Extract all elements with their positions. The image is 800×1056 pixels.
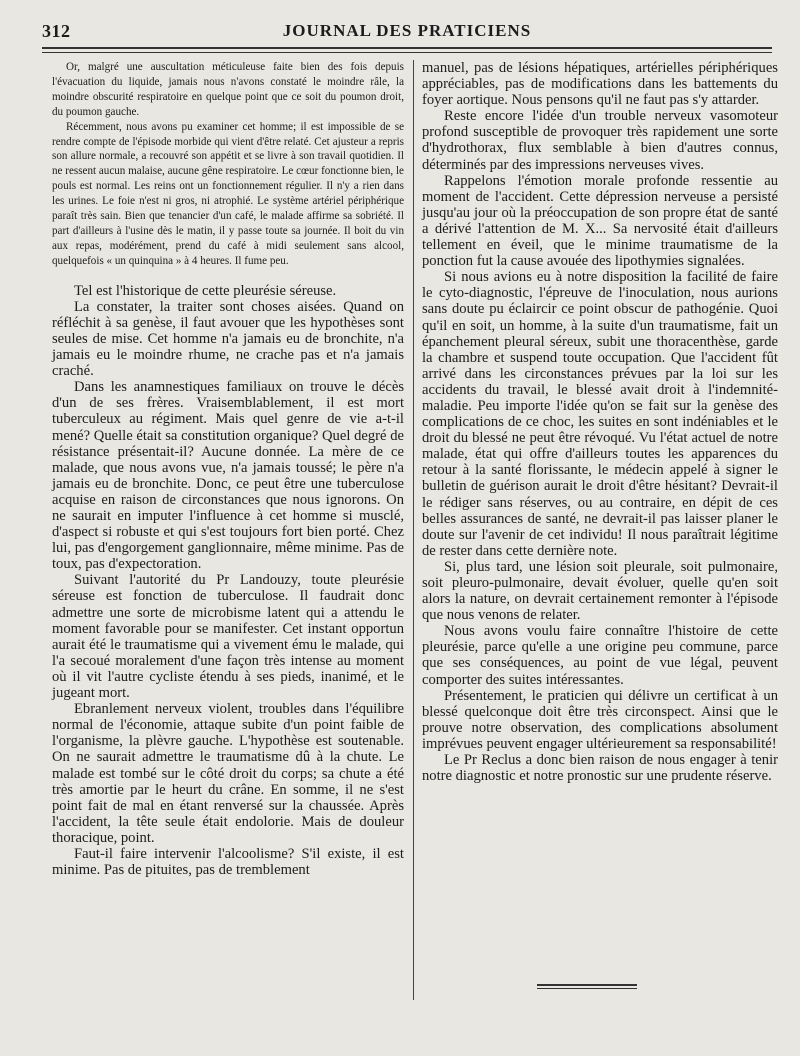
small-paragraph: Or, malgré une auscultation méticuleuse faite bien des fois depuis l'évacuation du liquide, jamais nous n'avons constaté le moindre râle, la moindre obscurité respiratoire en quelque point que ce soit du poumon droit, du poumon gauche. <box>52 61 404 118</box>
running-title: JOURNAL DES PRATICIENS <box>282 21 532 40</box>
paragraph: Rappelons l'émotion morale profonde ressentie au moment de l'accident. Cette dépression nerveuse a persisté jusqu'au jour où la préoccupation de son propre état de santé a dérivé l'attention de M. X... Sa nervosité était d'ailleurs tellement en éveil, que le minime traumatisme de la ponction fut la cause avouée des lipothymies signalées. <box>422 172 778 270</box>
header-rule <box>42 47 772 53</box>
paragraph: Le Pr Reclus a donc bien raison de nous engager à tenir notre diagnostic et notre pronostic sur une prudente réserve. <box>422 752 778 785</box>
paragraph: La constater, la traiter sont choses aisées. Quand on réfléchit à sa genèse, il faut avouer que les hypothèses sont seules de mise. Cet homme n'a jamais eu de bronchite, n'a jamais eu le moindre rhume, ne crache pas et n'a jamais craché. <box>52 298 404 380</box>
paragraph: Présentement, le praticien qui délivre un certificat à un blessé quelconque doit être très circonspect. Ainsi que le prouve notre observation, des complications absolument imprévues peuvent engager ultérieurement sa responsabilité! <box>422 687 778 752</box>
page-number: 312 <box>42 20 71 41</box>
paragraph: Nous avons voulu faire connaître l'histoire de cette pleurésie, parce qu'elle a une origine peu commune, parce que ses conséquences, au point de vue légal, peuvent comporter des suites intéressantes. <box>422 623 778 688</box>
end-of-article-rule <box>537 984 637 989</box>
small-paragraph: Récemment, nous avons pu examiner cet homme; il est impossible de se rendre compte de l'épisode morbide qui vient d'être relaté. Cet ajusteur a repris son allure normale, a recouvré son appétit et se livre à son travail quotidien. Il ne ressent aucun malaise, aucune gêne respiratoire. Le cœur fonctionne bien, le pouls est normal. Les reins ont un fonctionnement régulier. Il n'y a rien dans les urines. Le foie n'est ni gros, ni atrophié. Le système artériel périphérique paraît très sain. Bien que tenancier d'un café, le malade affirme sa sobriété. Il part d'ailleurs à l'usine dès le matin, il y passe toute sa journée. Il boit du vin aux repas, modérément, prend du café à midi seulement sans alcool, quelquefois « un quinquina » à 4 heures. Il fume peu. <box>52 120 404 267</box>
paragraph: Tel est l'historique de cette pleurésie séreuse. <box>74 282 337 299</box>
page-header <box>42 18 772 44</box>
paragraph: Suivant l'autorité du Pr Landouzy, toute pleurésie séreuse est fonction de tuberculose. Il faudrait donc admettre une sorte de microbisme latent qui a attendu le moment favorable pour se manifester. Cet instant opportun aurait été le traumatisme qui a vivement ému le malade, qui l'a secoué moralement d'une façon très intense au moment où il vit l'autre cycliste étendu à ses pieds, inanimé, et le jugeant mort. <box>52 572 404 702</box>
left-column <box>52 60 404 878</box>
left-main-text <box>52 283 404 878</box>
paragraph: Dans les anamnestiques familiaux on trouve le décès d'un de ses frères. Vraisemblablement, il est mort tuberculeux au régiment. Mais quel genre de vie a-t-il mené? Quelle était sa constitution organique? Quel degré de résistance présentait-il? Aucune donnée. La mère de ce malade, que nous avons vue, n'a jamais toussé; le père n'a jamais eu de bronchite. Donc, ce peut être une tuberculose acquise en raison de circonstances que nous ignorons. On ne saurait en imputer l'influence à cet homme si musclé, d'aspect si robuste et qui s'est toujours fort bien porté. Chez lui, pas d'engorgement ganglionnaire, même minime. Pas de toux, pas d'expectoration. <box>52 379 404 573</box>
paragraph-continuation: manuel, pas de lésions hépatiques, artérielles périphériques appréciables, pas de modifications dans les battements du foyer aortique. Nous pensons qu'il ne faut pas s'y attarder. <box>422 60 778 109</box>
right-column <box>422 60 778 784</box>
small-print-block <box>52 60 404 269</box>
paragraph: Si, plus tard, une lésion soit pleurale, soit pulmonaire, soit pleuro-pulmonaire, devait évoluer, quelle qu'en soit alors la nature, on devrait certainement remonter à l'épisode que nous venons de relater. <box>422 558 778 624</box>
column-divider <box>413 60 414 1000</box>
paragraph: Reste encore l'idée d'un trouble nerveux vasomoteur profond susceptible de provoquer très rapidement une sorte d'hydrothorax, flux semblable à bien d'autres connus, déterminés par des impressions nerveuses vives. <box>422 108 778 173</box>
paragraph: Faut-il faire intervenir l'alcoolisme? S'il existe, il est minime. Pas de pituites, pas de tremblement <box>52 845 404 879</box>
paragraph: Si nous avions eu à notre disposition la facilité de faire le cyto-diagnostic, l'épreuve de l'inoculation, nous aurions sans doute pu éclaircir ce point obscur de pathogénie. Quoi qu'il en soit, un homme, à la suite d'un traumatisme, fait un épanchement pleural séreux, subit une thoracenthèse, garde la chambre et suspend toute occupation. Que l'accident fût arrivé dans les circonstances prévues par la loi sur les accidents du travail, le blessé avait droit à l'indemnité-maladie. Peu importe l'idée qu'on se fait sur la genèse des complications de ce choc, les suites en sont indéniables et le droit du blessé ne peut être révoqué. Vu l'état actuel de notre malade, état qui offre d'ailleurs toutes les apparences du retour à la santé florissante, le médecin appelé à signer le bulletin de guérison aurait le droit d'être hésitant? Devrait-il le rédiger sans réserves, ou au contraire, en dépit de ces belles assurances de santé, ne devrait-il pas laisser planer le doute sur l'avenir de cet individu! Il nous paraîtrait légitime de rester dans cette dernière note. <box>422 269 778 559</box>
paragraph: Ebranlement nerveux violent, troubles dans l'équilibre normal de l'économie, attaque subite d'un point faible de l'organisme, la plèvre gauche. L'hypothèse est soutenable. On ne saurait admettre le traumatisme dû à la chute. Le malade est tombé sur le côté droit du corps; sa chute a été très amortie par le heurt du crâne. En somme, il ne s'est point fait de mal en étant renversé sur la chaussée. Après l'accident, la tête seule était endolorie. Mais de douleur thoracique, point. <box>52 701 404 846</box>
